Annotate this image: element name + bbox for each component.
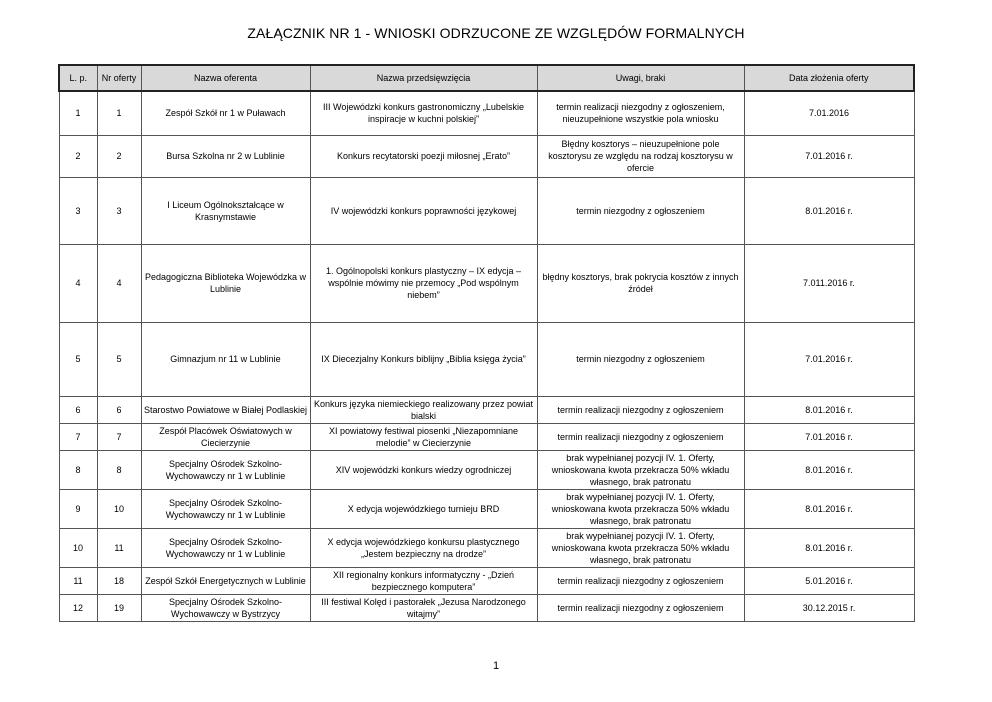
cell-date: 30.12.2015 r.	[744, 594, 914, 621]
cell-project: X edycja wojewódzkiego turnieju BRD	[310, 489, 537, 528]
cell-offer-number: 6	[97, 396, 141, 423]
cell-offer-number: 4	[97, 244, 141, 322]
table-row	[59, 396, 914, 423]
cell-project: III Wojewódzki konkurs gastronomiczny „Lubelskie inspiracje w kuchni polskiej”	[310, 91, 537, 135]
table-row	[59, 528, 914, 567]
cell-offer-number: 11	[97, 528, 141, 567]
cell-project: XII regionalny konkurs informatyczny - „Dzień bezpiecznego komputera”	[310, 567, 537, 594]
cell-remarks: termin realizacji niezgodny z ogłoszeniem, nieuzupełnione wszystkie pola wniosku	[537, 91, 744, 135]
cell-lp: 2	[59, 135, 97, 177]
cell-date: 8.01.2016 r.	[744, 489, 914, 528]
cell-offer-number: 5	[97, 322, 141, 396]
cell-applicant: Specjalny Ośrodek Szkolno-Wychowawczy nr 1 w Lublinie	[141, 450, 310, 489]
cell-project: XIV wojewódzki konkurs wiedzy ogrodniczej	[310, 450, 537, 489]
cell-date: 5.01.2016 r.	[744, 567, 914, 594]
header-project-name: Nazwa przedsięwzięcia	[310, 65, 537, 91]
table-row	[59, 244, 914, 322]
cell-remarks: termin realizacji niezgodny z ogłoszeniem	[537, 423, 744, 450]
page-number: 1	[492, 660, 500, 672]
cell-remarks: brak wypełnianej pozycji IV. 1. Oferty, wnioskowana kwota przekracza 50% wkładu własnego, brak patronatu	[537, 528, 744, 567]
cell-project: IV wojewódzki konkurs poprawności językowej	[310, 177, 537, 244]
cell-project: X edycja wojewódzkiego konkursu plastycznego „Jestem bezpieczny na drodze”	[310, 528, 537, 567]
cell-applicant: Specjalny Ośrodek Szkolno-Wychowawczy w Bystrzycy	[141, 594, 310, 621]
cell-applicant: Specjalny Ośrodek Szkolno-Wychowawczy nr 1 w Lublinie	[141, 489, 310, 528]
cell-offer-number: 7	[97, 423, 141, 450]
table-row	[59, 567, 914, 594]
cell-applicant: I Liceum Ogólnokształcące w Krasnymstawie	[141, 177, 310, 244]
cell-date: 7.011.2016 r.	[744, 244, 914, 322]
cell-lp: 4	[59, 244, 97, 322]
cell-lp: 10	[59, 528, 97, 567]
table-row	[59, 91, 914, 135]
cell-lp: 8	[59, 450, 97, 489]
cell-lp: 9	[59, 489, 97, 528]
rejected-applications-table	[58, 64, 915, 622]
cell-date: 8.01.2016 r.	[744, 177, 914, 244]
cell-offer-number: 8	[97, 450, 141, 489]
cell-applicant: Zespół Placówek Oświatowych w Ciecierzynie	[141, 423, 310, 450]
table-row	[59, 322, 914, 396]
cell-date: 8.01.2016 r.	[744, 528, 914, 567]
table-row	[59, 450, 914, 489]
header-offer-number: Nr oferty	[97, 65, 141, 91]
table-row	[59, 135, 914, 177]
table-row	[59, 423, 914, 450]
cell-lp: 7	[59, 423, 97, 450]
cell-date: 7.01.2016 r.	[744, 423, 914, 450]
header-lp: L. p.	[59, 65, 97, 91]
cell-date: 7.01.2016 r.	[744, 322, 914, 396]
cell-date: 8.01.2016 r.	[744, 396, 914, 423]
cell-applicant: Specjalny Ośrodek Szkolno-Wychowawczy nr 1 w Lublinie	[141, 528, 310, 567]
cell-applicant: Pedagogiczna Biblioteka Wojewódzka w Lublinie	[141, 244, 310, 322]
table-header-row	[59, 65, 914, 91]
cell-project: Konkurs języka niemieckiego realizowany przez powiat bialski	[310, 396, 537, 423]
cell-offer-number: 10	[97, 489, 141, 528]
cell-remarks: brak wypełnianej pozycji IV. 1. Oferty, wnioskowana kwota przekracza 50% wkładu własnego, brak patronatu	[537, 489, 744, 528]
cell-remarks: błędny kosztorys, brak pokrycia kosztów z innych źródeł	[537, 244, 744, 322]
cell-applicant: Bursa Szkolna nr 2 w Lublinie	[141, 135, 310, 177]
cell-remarks: termin realizacji niezgodny z ogłoszeniem	[537, 567, 744, 594]
cell-project: Konkurs recytatorski poezji miłosnej „Erato”	[310, 135, 537, 177]
cell-project: XI powiatowy festiwal piosenki „Niezapomniane melodie” w Ciecierzynie	[310, 423, 537, 450]
cell-project: IX Diecezjalny Konkurs biblijny „Biblia księga życia”	[310, 322, 537, 396]
cell-applicant: Zespół Szkół nr 1 w Puławach	[141, 91, 310, 135]
cell-lp: 6	[59, 396, 97, 423]
cell-remarks: brak wypełnianej pozycji IV. 1. Oferty, wnioskowana kwota przekracza 50% wkładu własnego, brak patronatu	[537, 450, 744, 489]
cell-lp: 12	[59, 594, 97, 621]
cell-remarks: termin realizacji niezgodny z ogłoszeniem	[537, 594, 744, 621]
cell-lp: 3	[59, 177, 97, 244]
header-remarks: Uwagi, braki	[537, 65, 744, 91]
cell-lp: 5	[59, 322, 97, 396]
cell-date: 8.01.2016 r.	[744, 450, 914, 489]
cell-lp: 1	[59, 91, 97, 135]
cell-applicant: Starostwo Powiatowe w Białej Podlaskiej	[141, 396, 310, 423]
cell-offer-number: 3	[97, 177, 141, 244]
cell-offer-number: 1	[97, 91, 141, 135]
cell-remarks: Błędny kosztorys – nieuzupełnione pole kosztorysu ze względu na rodzaj kosztorysu w ofercie	[537, 135, 744, 177]
table-row	[59, 489, 914, 528]
cell-applicant: Gimnazjum nr 11 w Lublinie	[141, 322, 310, 396]
document-title: ZAŁĄCZNIK NR 1 - WNIOSKI ODRZUCONE ZE WZGLĘDÓW FORMALNYCH	[247, 25, 745, 41]
cell-date: 7.01.2016	[744, 91, 914, 135]
header-applicant-name: Nazwa oferenta	[141, 65, 310, 91]
cell-date: 7.01.2016 r.	[744, 135, 914, 177]
cell-lp: 11	[59, 567, 97, 594]
header-submission-date: Data złożenia oferty	[744, 65, 914, 91]
cell-project: III festiwal Kolęd i pastorałek „Jezusa Narodzonego witajmy”	[310, 594, 537, 621]
cell-remarks: termin niezgodny z ogłoszeniem	[537, 177, 744, 244]
table-row	[59, 177, 914, 244]
table-row	[59, 594, 914, 621]
cell-remarks: termin realizacji niezgodny z ogłoszeniem	[537, 396, 744, 423]
cell-remarks: termin niezgodny z ogłoszeniem	[537, 322, 744, 396]
cell-offer-number: 2	[97, 135, 141, 177]
cell-applicant: Zespół Szkół Energetycznych w Lublinie	[141, 567, 310, 594]
cell-offer-number: 19	[97, 594, 141, 621]
cell-offer-number: 18	[97, 567, 141, 594]
cell-project: 1. Ogólnopolski konkurs plastyczny – IX edycja – wspólnie mówimy nie przemocy „Pod wspólnym niebem”	[310, 244, 537, 322]
